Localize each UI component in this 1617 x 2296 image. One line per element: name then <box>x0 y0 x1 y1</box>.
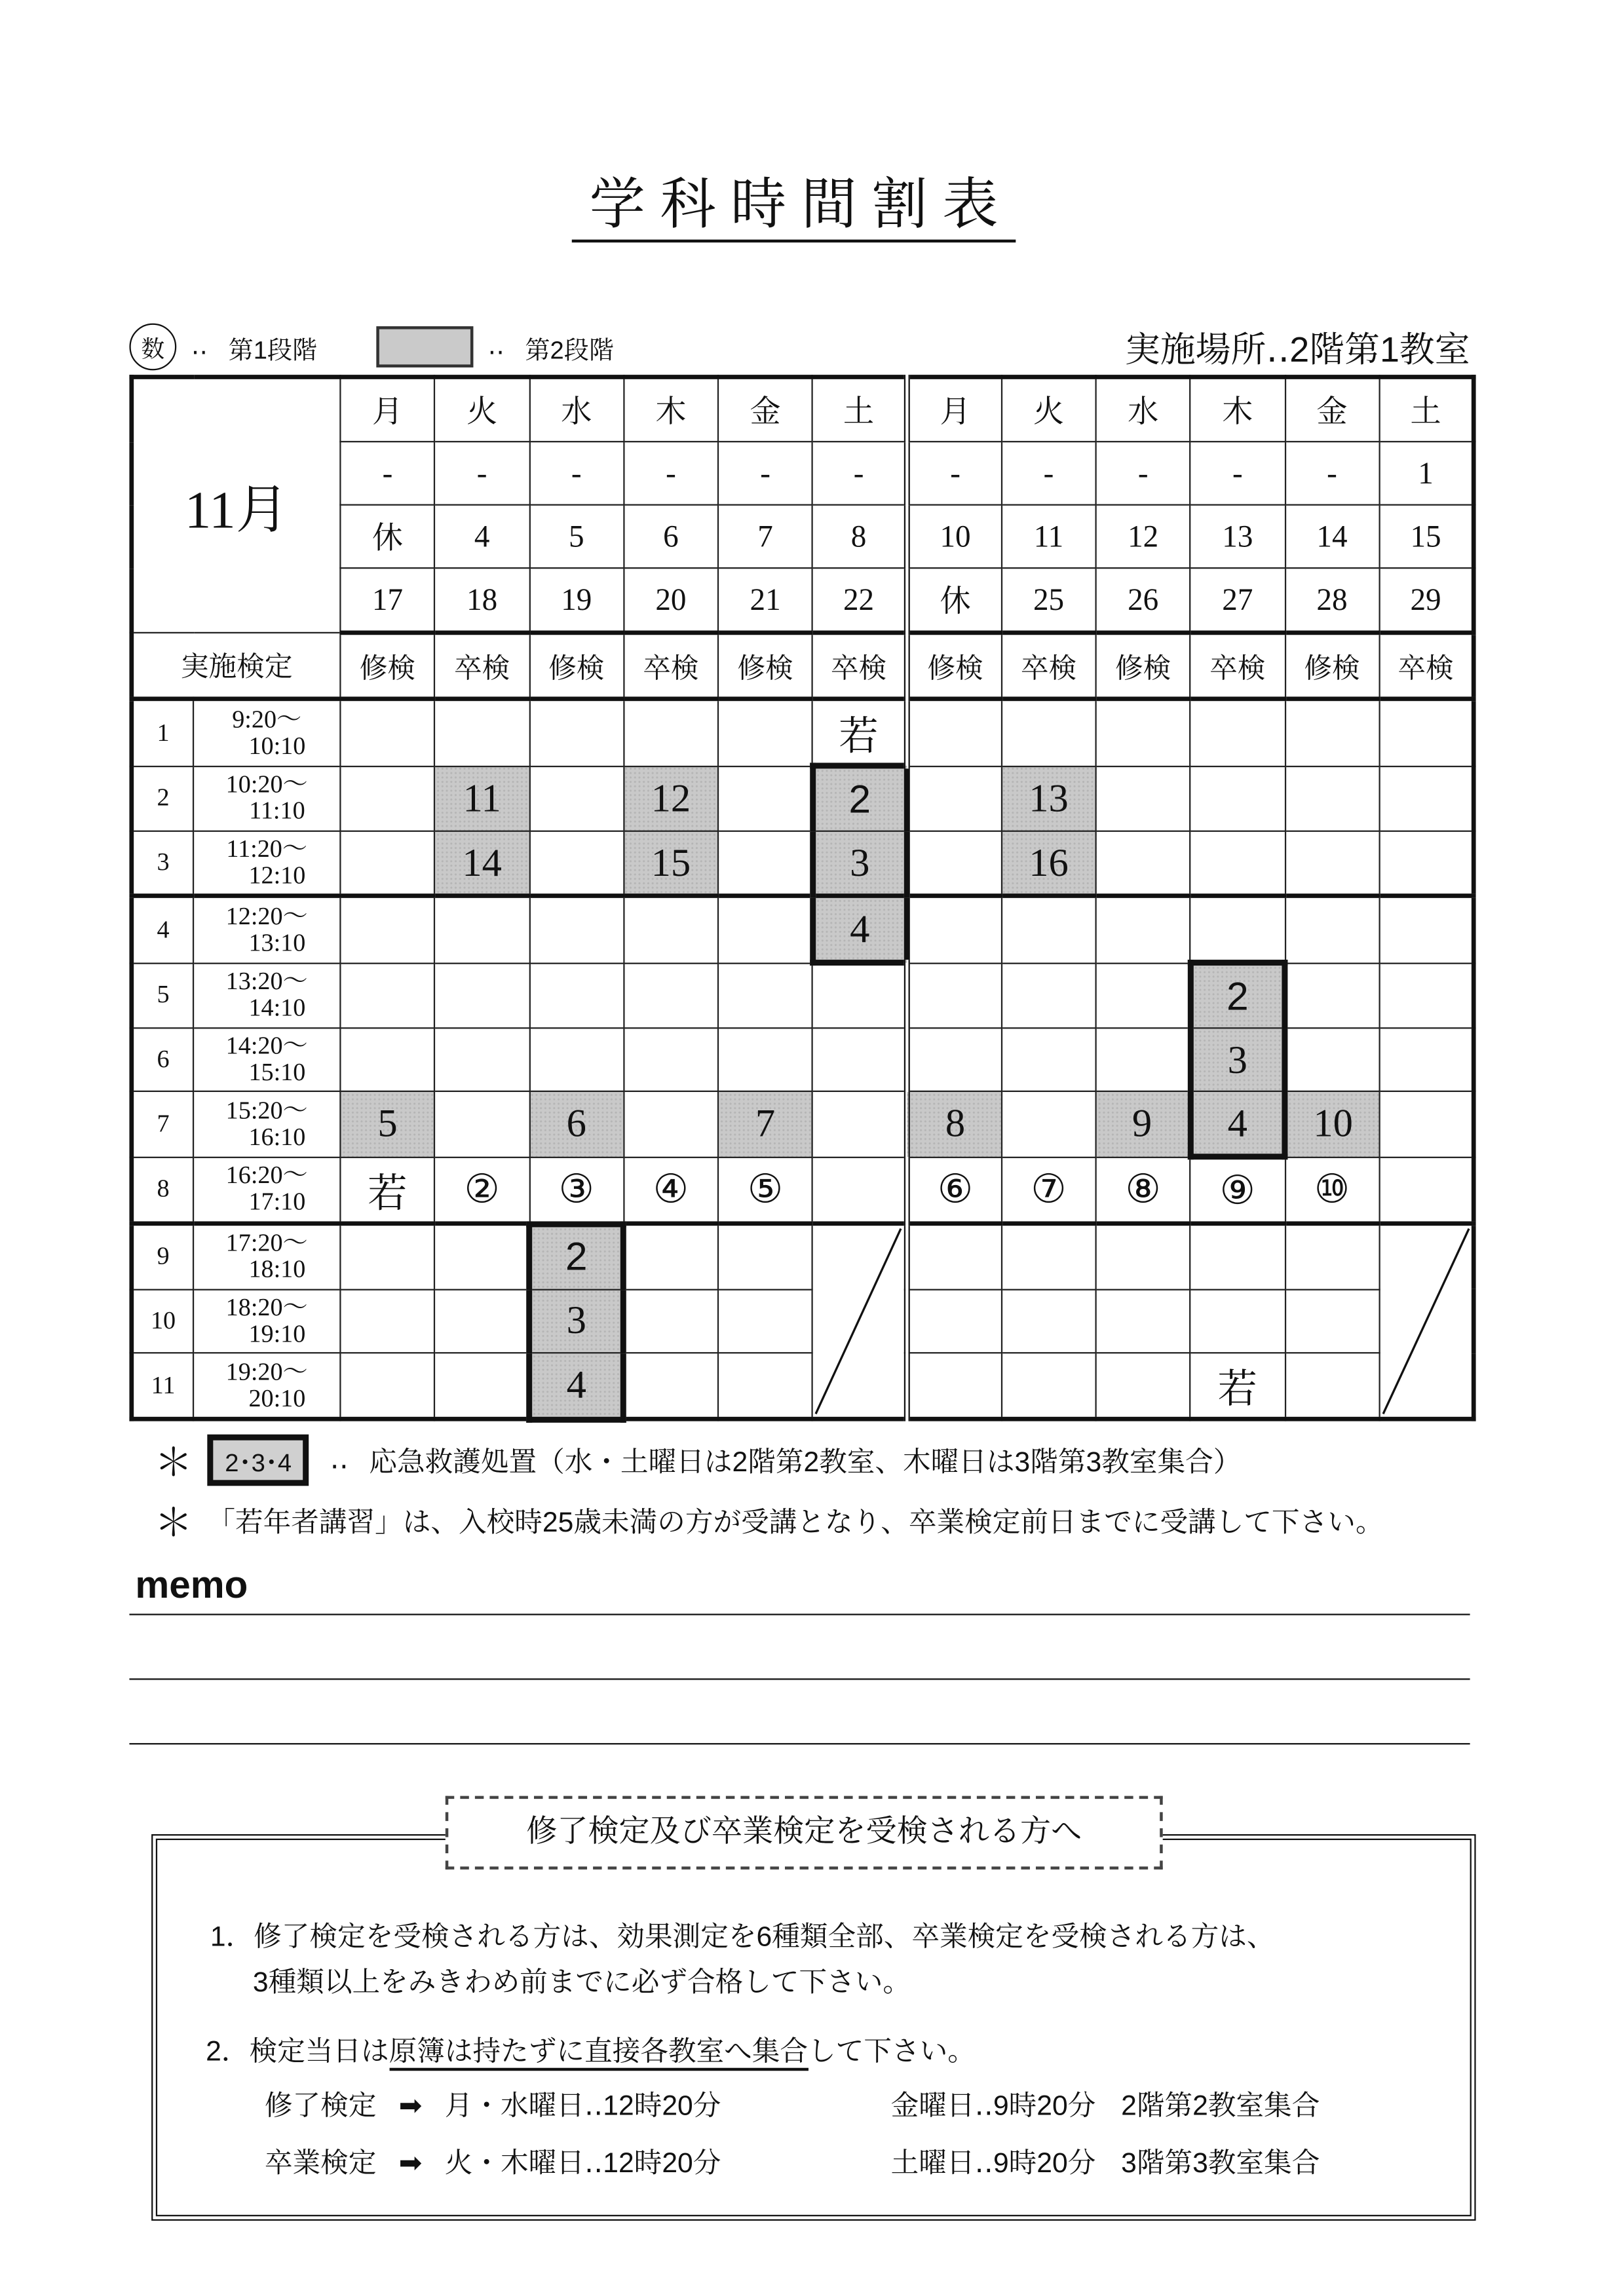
date-cell: - <box>718 442 812 504</box>
period-row <box>132 895 1474 962</box>
lesson-cell: 2 <box>1190 963 1285 1028</box>
lesson-cell: 10 <box>1285 1091 1379 1157</box>
lesson-cell <box>812 1091 907 1157</box>
lesson-cell <box>1379 1028 1474 1091</box>
exam-type-cell: 修検 <box>1285 633 1379 699</box>
date-cell: 8 <box>812 505 907 568</box>
lesson-cell <box>435 1353 529 1420</box>
lesson-cell <box>435 1091 529 1157</box>
memo-line <box>129 1613 1470 1615</box>
lesson-cell: 11 <box>435 766 529 831</box>
period-start: 17:20～ <box>225 1229 308 1258</box>
lesson-cell <box>435 699 529 766</box>
date-cell: - <box>529 442 624 504</box>
lesson-cell <box>624 1224 718 1290</box>
period-number: 8 <box>132 1157 193 1224</box>
lesson-cell <box>624 699 718 766</box>
date-cell: 27 <box>1190 568 1285 633</box>
lesson-cell <box>1379 699 1474 766</box>
youth-course-text: 「若年者講習」は、入校時25歳未満の方が受講となり、卒業検定前日までに受講して下さい。 <box>207 1507 1384 1539</box>
date-cell: 1 <box>1379 442 1474 504</box>
lesson-cell: 4 <box>529 1353 624 1420</box>
lesson-cell <box>340 1289 434 1353</box>
lesson-cell: ③ <box>529 1157 624 1224</box>
lesson-cell <box>1285 766 1379 831</box>
lesson-cell <box>1001 895 1095 962</box>
memo-line <box>129 1743 1470 1744</box>
lesson-cell <box>435 1028 529 1091</box>
period-start: 12:20～ <box>225 902 308 930</box>
period-start: 19:20～ <box>225 1357 308 1385</box>
date-cell: 21 <box>718 568 812 633</box>
lesson-cell <box>1379 766 1474 831</box>
date-cell: 11 <box>1001 505 1095 568</box>
period-number: 7 <box>132 1091 193 1157</box>
date-cell: - <box>1096 442 1190 504</box>
weekday-cell: 土 <box>1379 377 1474 442</box>
period-number: 2 <box>132 766 193 831</box>
period-number: 5 <box>132 963 193 1028</box>
date-cell: 28 <box>1285 568 1379 633</box>
weekday-cell: 土 <box>812 377 907 442</box>
lesson-cell: ⑤ <box>718 1157 812 1224</box>
lesson-cell: ④ <box>624 1157 718 1224</box>
info-item2 <box>206 2029 976 2069</box>
period-number: 10 <box>132 1289 193 1353</box>
lesson-cell <box>1285 831 1379 896</box>
lesson-cell <box>1001 1224 1095 1290</box>
lesson-cell: ⑩ <box>1285 1157 1379 1224</box>
lesson-cell <box>1001 1353 1095 1420</box>
lesson-cell <box>1379 963 1474 1028</box>
lesson-cell <box>812 1028 907 1091</box>
period-row <box>132 1091 1474 1157</box>
period-row <box>132 1289 1474 1353</box>
venue-label: 実施場所‥2階第1教室 <box>1124 330 1470 371</box>
weekday-row <box>132 377 1474 442</box>
exam-alt-day: 金曜日‥9時20分 <box>890 2091 1096 2122</box>
period-number: 1 <box>132 699 193 766</box>
period-start: 10:20～ <box>225 770 308 799</box>
exam-room: 2階第2教室集合 <box>1121 2091 1320 2122</box>
exam-type-cell: 修検 <box>907 633 1001 699</box>
lesson-cell: 3 <box>529 1289 624 1353</box>
exam-type-cell: 卒検 <box>1190 633 1285 699</box>
lesson-cell: 2 <box>529 1224 624 1290</box>
lesson-cell <box>624 963 718 1028</box>
timetable-grid <box>129 375 1475 1422</box>
period-row <box>132 831 1474 896</box>
period-end: 18:10 <box>248 1255 306 1284</box>
info-item2-post: して下さい。 <box>808 2037 976 2068</box>
lesson-cell <box>529 963 624 1028</box>
lesson-cell <box>340 831 434 896</box>
exam-type-cell: 卒検 <box>1001 633 1095 699</box>
lesson-cell <box>907 766 1001 831</box>
info-row-sotsugyo-alt <box>891 2141 1320 2181</box>
lesson-cell <box>1001 1091 1095 1157</box>
info-row-sotsugyo <box>265 2141 721 2181</box>
exam-name: 修了検定 <box>264 2091 377 2122</box>
period-end: 12:10 <box>248 861 306 890</box>
exam-days: 月・水曜日‥12時20分 <box>444 2091 721 2122</box>
period-row <box>132 1028 1474 1091</box>
lesson-cell <box>1285 1028 1379 1091</box>
lesson-cell: 5 <box>340 1091 434 1157</box>
period-start: 16:20～ <box>225 1161 308 1190</box>
legend-stage1: 第1段階 <box>228 335 318 364</box>
lesson-cell <box>1096 963 1190 1028</box>
lesson-cell: 13 <box>1001 766 1095 831</box>
date-cell: 29 <box>1379 568 1474 633</box>
lesson-cell: 4 <box>1190 1091 1285 1157</box>
lesson-cell <box>1096 1224 1190 1290</box>
lesson-cell <box>1190 699 1285 766</box>
period-time <box>193 1289 340 1353</box>
period-time <box>193 766 340 831</box>
asterisk-icon: ＊ <box>154 1440 193 1485</box>
period-row <box>132 963 1474 1028</box>
lesson-cell <box>907 1289 1001 1353</box>
info-row-shuryo <box>265 2084 721 2124</box>
diagonal-slash-icon <box>1380 1226 1472 1417</box>
lesson-cell <box>1096 766 1190 831</box>
lesson-cell <box>1379 1091 1474 1157</box>
lesson-cell <box>718 831 812 896</box>
lesson-cell <box>1096 1289 1190 1353</box>
lesson-cell <box>1379 1157 1474 1224</box>
key-sep: ‥ <box>330 1444 349 1476</box>
arrow-right-icon: ➡ <box>398 2149 423 2180</box>
lesson-cell: 若 <box>812 699 907 766</box>
period-end: 15:10 <box>248 1058 306 1087</box>
legend-stage2: 第2段階 <box>525 335 615 364</box>
stage1-circle-icon: 数 <box>129 324 176 371</box>
date-cell: 12 <box>1096 505 1190 568</box>
lesson-cell: 若 <box>340 1157 434 1224</box>
exam-type-label: 実施検定 <box>132 633 341 699</box>
lesson-cell <box>1190 766 1285 831</box>
lesson-cell <box>624 1353 718 1420</box>
lesson-cell: ⑦ <box>1001 1157 1095 1224</box>
period-time <box>193 963 340 1028</box>
lesson-cell <box>340 1028 434 1091</box>
lesson-cell <box>718 1353 812 1420</box>
date-cell: - <box>907 442 1001 504</box>
lesson-cell <box>1285 895 1379 962</box>
lesson-cell <box>907 831 1001 896</box>
exam-info-title: 修了検定及び卒業検定を受検される方へ <box>446 1796 1163 1870</box>
date-cell: 17 <box>340 568 434 633</box>
lesson-cell <box>718 1028 812 1091</box>
date-cell: 5 <box>529 505 624 568</box>
lesson-cell <box>812 1157 907 1224</box>
lesson-cell <box>718 1289 812 1353</box>
lesson-cell <box>1190 1224 1285 1290</box>
exam-type-cell: 修検 <box>718 633 812 699</box>
month-label: 11月 <box>132 377 341 632</box>
lesson-cell: ⑥ <box>907 1157 1001 1224</box>
lesson-cell: ② <box>435 1157 529 1224</box>
date-cell: 22 <box>812 568 907 633</box>
exam-type-cell: 卒検 <box>812 633 907 699</box>
note-first-aid <box>155 1433 1242 1488</box>
lesson-cell <box>1285 1224 1379 1290</box>
period-time <box>193 1353 340 1420</box>
period-start: 9:20～ <box>232 705 302 733</box>
period-time <box>193 699 340 766</box>
lesson-cell: 若 <box>1190 1353 1285 1420</box>
lesson-cell <box>1190 831 1285 896</box>
memo-line <box>129 1678 1470 1680</box>
period-start: 15:20～ <box>225 1096 308 1124</box>
lesson-cell <box>907 1224 1001 1290</box>
exam-type-cell: 修検 <box>1096 633 1190 699</box>
legend-sep: ‥ <box>487 332 504 360</box>
date-cell: 13 <box>1190 505 1285 568</box>
exam-type-cell: 修検 <box>529 633 624 699</box>
period-number: 9 <box>132 1224 193 1290</box>
lesson-cell <box>1001 1028 1095 1091</box>
period-row <box>132 1157 1474 1224</box>
note-youth <box>155 1493 1384 1547</box>
period-end: 10:10 <box>248 731 306 760</box>
weekday-cell: 木 <box>1190 377 1285 442</box>
lesson-cell: 16 <box>1001 831 1095 896</box>
lesson-cell <box>1285 1353 1379 1420</box>
lesson-cell <box>340 1224 434 1290</box>
date-cell: - <box>435 442 529 504</box>
period-time <box>193 1224 340 1290</box>
no-class-slash-cell <box>1379 1224 1474 1419</box>
exam-alt-day: 土曜日‥9時20分 <box>890 2149 1096 2180</box>
no-class-slash-cell <box>812 1224 907 1419</box>
period-end: 14:10 <box>248 994 306 1022</box>
lesson-cell <box>435 963 529 1028</box>
lesson-cell: 3 <box>812 831 907 896</box>
lesson-cell <box>907 699 1001 766</box>
lesson-cell: 3 <box>1190 1028 1285 1091</box>
lesson-cell: ⑨ <box>1190 1157 1285 1224</box>
period-end: 19:10 <box>248 1319 306 1348</box>
weekday-cell: 月 <box>340 377 434 442</box>
info-item1-cont: 3種類以上をみきわめ前までに必ず合格して下さい。 <box>252 1968 911 1999</box>
exam-type-cell: 卒検 <box>624 633 718 699</box>
period-row <box>132 766 1474 831</box>
arrow-right-icon: ➡ <box>398 2091 423 2122</box>
lesson-cell <box>340 963 434 1028</box>
period-time <box>193 1028 340 1091</box>
lesson-cell <box>1190 895 1285 962</box>
lesson-cell <box>1190 1289 1285 1353</box>
period-end: 20:10 <box>248 1383 306 1412</box>
date-cell: 6 <box>624 505 718 568</box>
lesson-cell <box>624 895 718 962</box>
period-start: 18:20～ <box>225 1293 308 1321</box>
lesson-cell <box>1096 1353 1190 1420</box>
lesson-cell <box>812 963 907 1028</box>
period-time <box>193 1091 340 1157</box>
memo-label: memo <box>135 1562 248 1607</box>
period-row <box>132 1353 1474 1420</box>
exam-room: 3階第3教室集合 <box>1121 2149 1320 2180</box>
lesson-cell <box>435 1224 529 1290</box>
period-start: 13:20～ <box>225 967 308 996</box>
lesson-cell: ⑧ <box>1096 1157 1190 1224</box>
date-cell: - <box>812 442 907 504</box>
date-cell: - <box>1001 442 1095 504</box>
lesson-cell <box>340 1353 434 1420</box>
lesson-cell <box>907 1028 1001 1091</box>
date-cell: 休 <box>340 505 434 568</box>
period-start: 14:20～ <box>225 1032 308 1060</box>
lesson-cell: 14 <box>435 831 529 896</box>
period-row <box>132 699 1474 766</box>
date-cell: - <box>1190 442 1285 504</box>
weekday-cell: 火 <box>1001 377 1095 442</box>
weekday-cell: 木 <box>624 377 718 442</box>
date-cell: - <box>1285 442 1379 504</box>
diagonal-slash-icon <box>813 1226 904 1417</box>
info-item2-emphasis: 原簿は持たずに直接各教室へ集合 <box>389 2037 808 2071</box>
lesson-cell <box>1001 963 1095 1028</box>
lesson-cell <box>529 699 624 766</box>
period-time <box>193 1157 340 1224</box>
exam-type-cell: 卒検 <box>1379 633 1474 699</box>
date-cell: 26 <box>1096 568 1190 633</box>
lesson-cell <box>718 766 812 831</box>
weekday-cell: 月 <box>907 377 1001 442</box>
lesson-cell <box>907 963 1001 1028</box>
lesson-cell <box>1001 699 1095 766</box>
lesson-cell <box>435 895 529 962</box>
period-time <box>193 831 340 896</box>
period-number: 3 <box>132 831 193 896</box>
info-item2-pre: 2．検定当日は <box>206 2037 389 2068</box>
date-cell: 18 <box>435 568 529 633</box>
date-cell: - <box>624 442 718 504</box>
exam-type-cell: 修検 <box>340 633 434 699</box>
lesson-cell <box>340 895 434 962</box>
lesson-cell <box>340 699 434 766</box>
lesson-cell <box>435 1289 529 1353</box>
page-title: 学科時間割表 <box>0 159 1588 239</box>
lesson-cell <box>1285 963 1379 1028</box>
date-cell: 19 <box>529 568 624 633</box>
lesson-cell <box>1096 831 1190 896</box>
weekday-cell: 金 <box>1285 377 1379 442</box>
lesson-cell <box>718 895 812 962</box>
info-item1: 1．修了検定を受検される方は、効果測定を6種類全部、卒業検定を受検される方は、 <box>210 1922 1275 1953</box>
exam-type-cell: 卒検 <box>435 633 529 699</box>
lesson-cell: 6 <box>529 1091 624 1157</box>
lesson-cell <box>718 699 812 766</box>
period-row <box>132 1224 1474 1290</box>
lesson-cell <box>529 895 624 962</box>
lesson-cell <box>907 895 1001 962</box>
info-row-shuryo-alt <box>891 2084 1320 2124</box>
legend-sep: ‥ <box>191 332 208 360</box>
date-cell: 10 <box>907 505 1001 568</box>
lesson-cell: 15 <box>624 831 718 896</box>
lesson-cell <box>718 1224 812 1290</box>
weekday-cell: 火 <box>435 377 529 442</box>
period-start: 11:20～ <box>226 835 308 863</box>
lesson-cell <box>1285 1289 1379 1353</box>
lesson-cell <box>1096 1028 1190 1091</box>
period-time <box>193 895 340 962</box>
lesson-cell: 8 <box>907 1091 1001 1157</box>
weekday-cell: 水 <box>1096 377 1190 442</box>
exam-days: 火・木曜日‥12時20分 <box>444 2149 721 2180</box>
date-cell: 15 <box>1379 505 1474 568</box>
period-number: 4 <box>132 895 193 962</box>
date-cell: - <box>340 442 434 504</box>
date-cell: 4 <box>435 505 529 568</box>
period-end: 11:10 <box>249 797 305 825</box>
date-cell: 7 <box>718 505 812 568</box>
lesson-cell <box>1096 699 1190 766</box>
stage2-swatch-icon <box>376 326 473 367</box>
lesson-cell: 4 <box>812 895 907 962</box>
lesson-cell <box>1285 699 1379 766</box>
lesson-cell <box>624 1289 718 1353</box>
period-end: 13:10 <box>248 928 306 957</box>
lesson-cell: 12 <box>624 766 718 831</box>
asterisk-icon: ＊ <box>154 1500 193 1545</box>
lesson-cell <box>1096 895 1190 962</box>
period-end: 17:10 <box>248 1188 306 1216</box>
date-cell: 休 <box>907 568 1001 633</box>
first-aid-key-box: 2･3･4 <box>207 1435 309 1486</box>
date-cell: 14 <box>1285 505 1379 568</box>
lesson-cell <box>907 1353 1001 1420</box>
period-number: 6 <box>132 1028 193 1091</box>
lesson-cell <box>1379 831 1474 896</box>
lesson-cell <box>718 963 812 1028</box>
lesson-cell <box>529 766 624 831</box>
lesson-cell <box>1379 895 1474 962</box>
date-cell: 20 <box>624 568 718 633</box>
period-number: 11 <box>132 1353 193 1420</box>
period-end: 16:10 <box>248 1122 306 1151</box>
legend <box>129 324 614 371</box>
weekday-cell: 水 <box>529 377 624 442</box>
lesson-cell <box>624 1028 718 1091</box>
lesson-cell <box>340 766 434 831</box>
lesson-cell: 9 <box>1096 1091 1190 1157</box>
lesson-cell: 2 <box>812 766 907 831</box>
lesson-cell: 7 <box>718 1091 812 1157</box>
lesson-cell <box>1001 1289 1095 1353</box>
lesson-cell <box>529 1028 624 1091</box>
lesson-cell <box>529 831 624 896</box>
first-aid-text: 応急救護処置（水・土曜日は2階第2教室、木曜日は3階第3教室集合） <box>369 1447 1242 1479</box>
exam-name: 卒業検定 <box>264 2149 377 2180</box>
exam-type-row <box>132 633 1474 699</box>
date-cell: 25 <box>1001 568 1095 633</box>
lesson-cell <box>624 1091 718 1157</box>
weekday-cell: 金 <box>718 377 812 442</box>
